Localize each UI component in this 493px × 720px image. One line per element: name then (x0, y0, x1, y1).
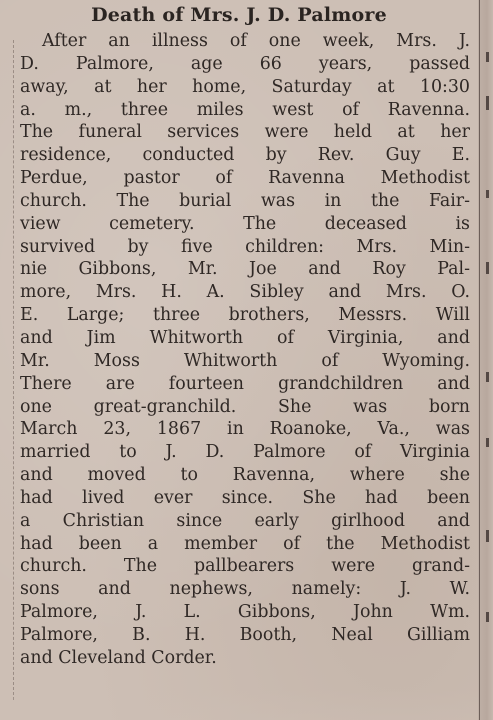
article-line: Palmore, J. L. Gibbons, John Wm. (20, 602, 470, 623)
article-line: and Cleveland Corder. (20, 647, 217, 668)
article-line: and moved to Ravenna, where she (20, 465, 470, 486)
article-line: sons and nephews, namely: J. W. (20, 579, 470, 600)
article-line: church. The pallbearers were grand- (20, 556, 470, 577)
article-line: married to J. D. Palmore of Virginia (20, 442, 470, 463)
article-line: away, at her home, Saturday at 10:30 (20, 76, 470, 97)
article-line: There are fourteen grandchildren and (20, 373, 470, 394)
article-line: more, Mrs. H. A. Sibley and Mrs. O. (20, 282, 470, 303)
article-line: E. Large; three brothers, Messrs. Will (20, 305, 470, 326)
article-line: view cemetery. The deceased is (20, 213, 470, 234)
article-line: had been a member of the Methodist (20, 533, 470, 554)
article-line: Mr. Moss Whitworth of Wyoming. (20, 350, 470, 371)
left-column-rule (13, 40, 14, 700)
article-headline: Death of Mrs. J. D. Palmore (91, 4, 387, 26)
article-line: Perdue, pastor of Ravenna Methodist (20, 168, 470, 189)
article-line: and Jim Whitworth of Virginia, and (20, 327, 470, 348)
right-column-rule (479, 0, 480, 720)
article-line: a. m., three miles west of Ravenna. (20, 99, 470, 120)
article-line: residence, conducted by Rev. Guy E. (20, 145, 470, 166)
article-line: church. The burial was in the Fair- (20, 190, 470, 211)
article-line: survived by five children: Mrs. Min- (20, 236, 470, 257)
article-line: March 23, 1867 in Roanoke, Va., was (20, 419, 470, 440)
article-line: had lived ever since. She had been (20, 487, 470, 508)
article-line: After an illness of one week, Mrs. J. (42, 31, 470, 51)
article-line: nie Gibbons, Mr. Joe and Roy Pal- (20, 259, 470, 280)
article-body (20, 30, 470, 670)
article-line: Palmore, B. H. Booth, Neal Gilliam (20, 624, 470, 645)
adjacent-column-fragments (484, 0, 493, 720)
article-line: The funeral services were held at her (20, 122, 470, 143)
article-line: one great-granchild. She was born (20, 396, 470, 417)
article-line: a Christian since early girlhood and (20, 510, 470, 531)
article-line: D. Palmore, age 66 years, passed (20, 53, 470, 74)
